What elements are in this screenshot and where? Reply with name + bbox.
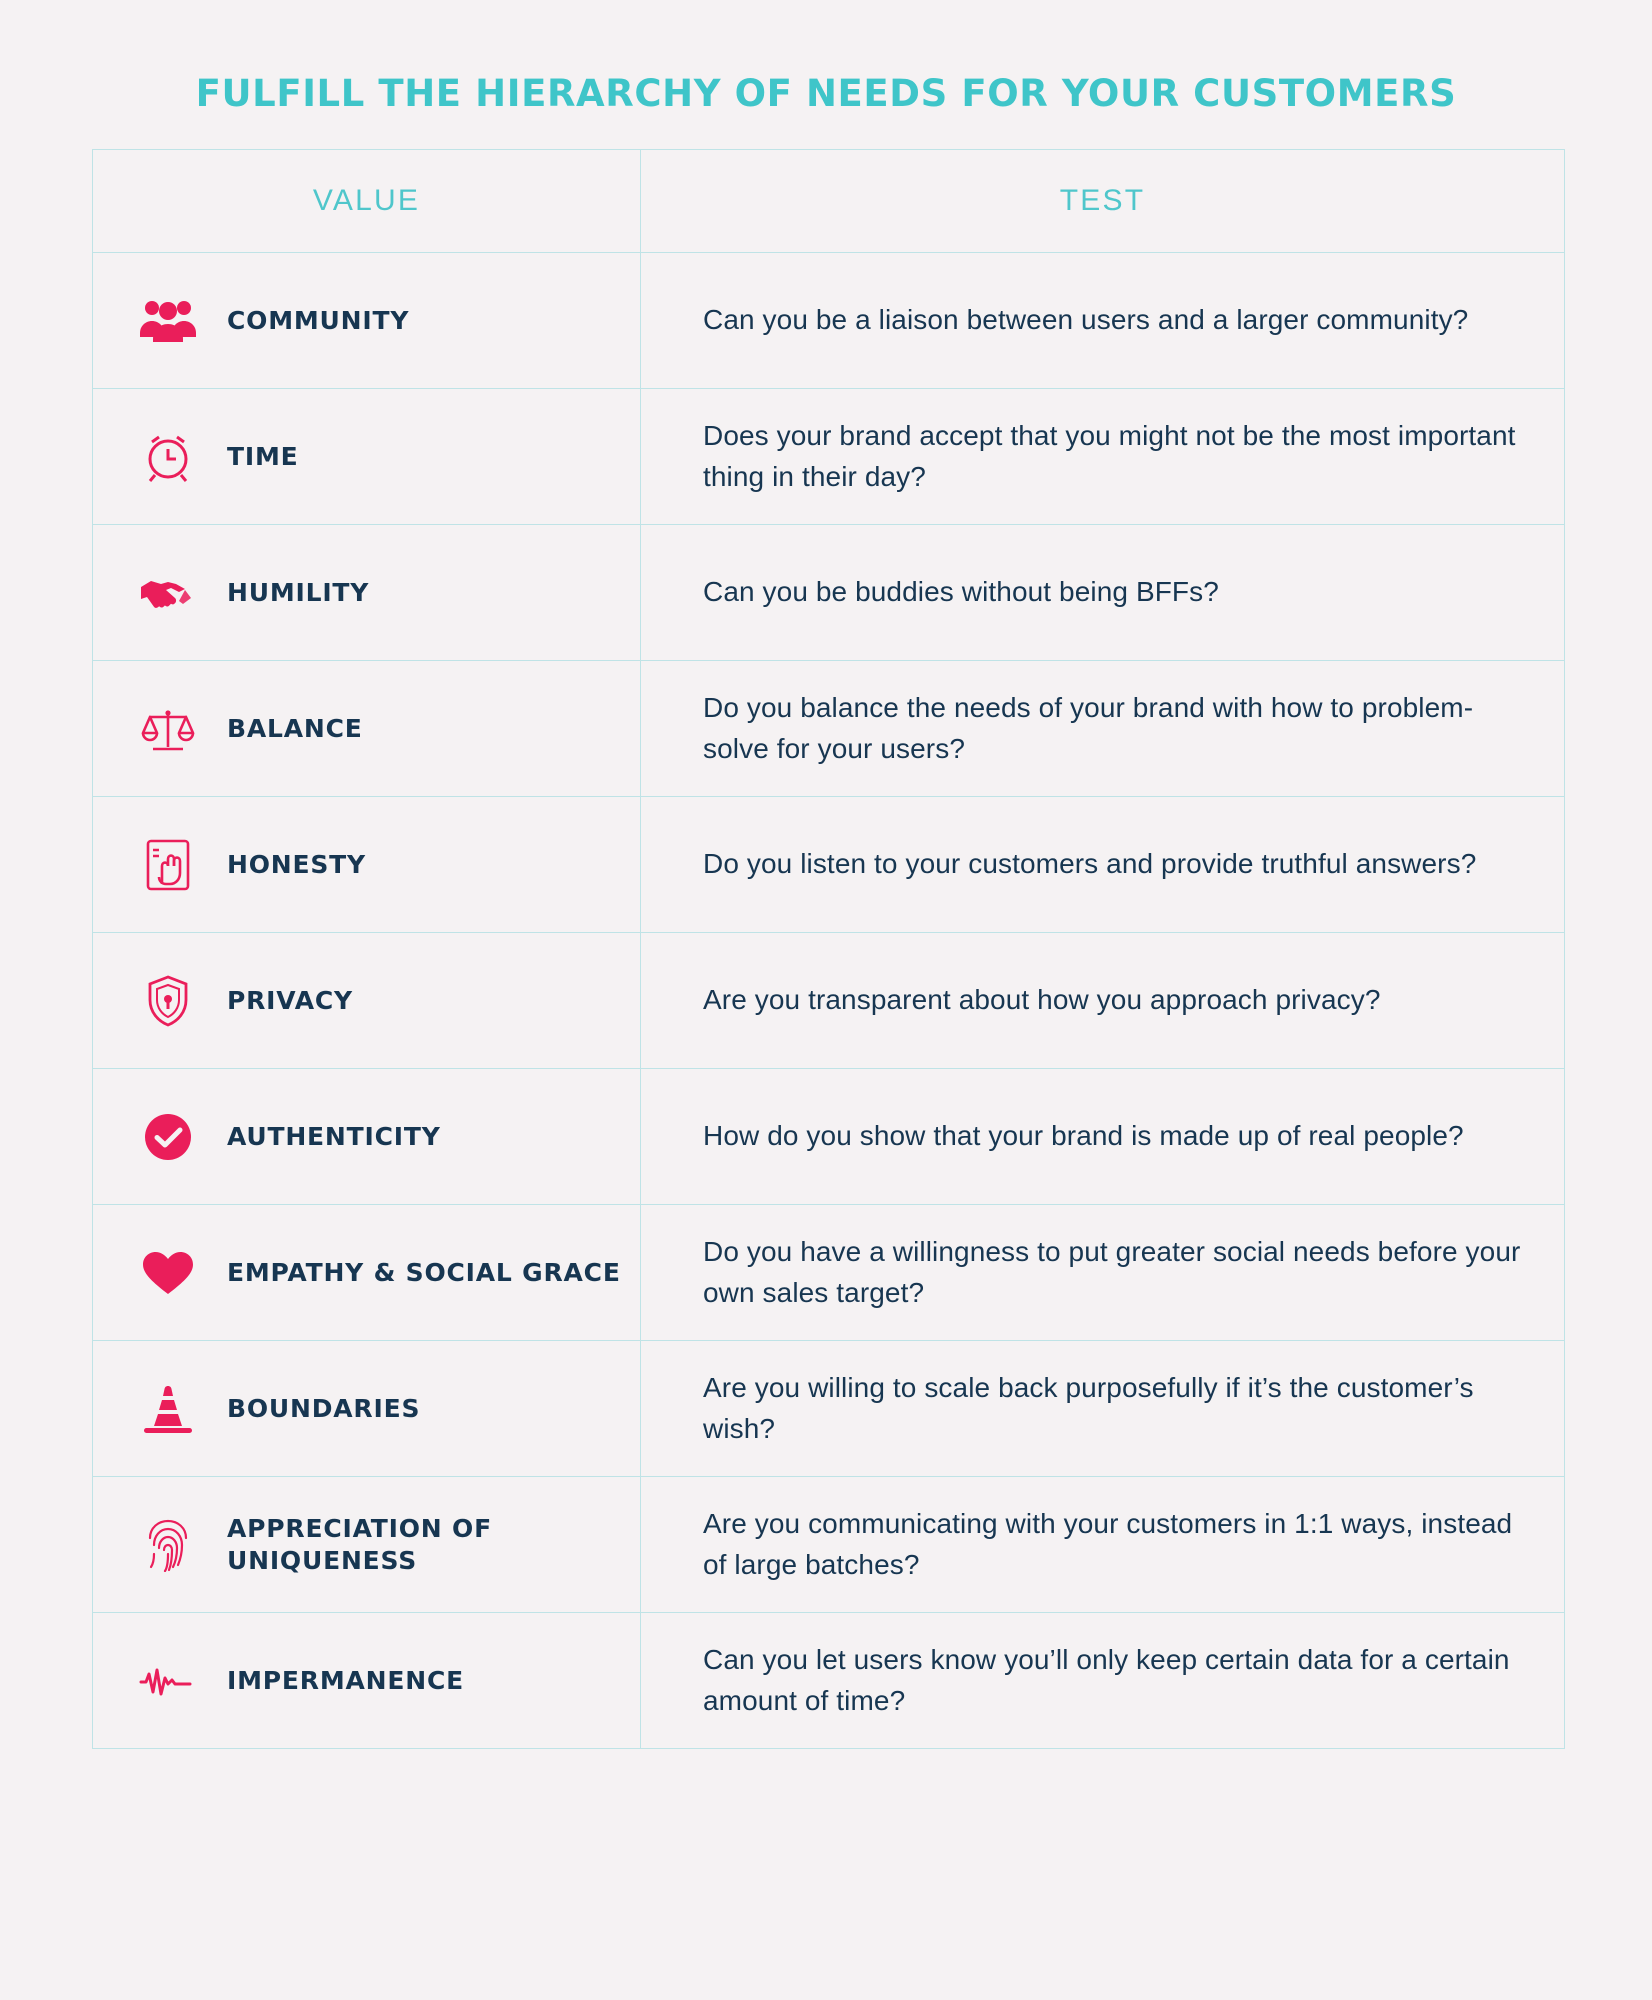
value-label: PRIVACY [227,985,353,1015]
handshake-icon [137,561,199,625]
value-cell [93,525,641,661]
value-label: APPRECIATION OF UNIQUENESS [227,1513,492,1575]
test-cell [641,1613,1565,1749]
test-text: Can you be a liaison between users and a larger community? [703,304,1469,336]
value-cell [93,1613,641,1749]
community-people-icon [137,289,199,353]
test-cell [641,1341,1565,1477]
page-title: FULFILL THE HIERARCHY OF NEEDS FOR YOUR CUSTOMERS [195,72,1457,115]
test-cell [641,525,1565,661]
heart-icon [137,1241,199,1305]
table-row [93,661,1565,797]
fingerprint-icon [137,1513,199,1577]
value-label: BALANCE [227,713,363,743]
alarm-clock-icon [137,425,199,489]
value-cell [93,1341,641,1477]
value-cell [93,389,641,525]
table-row [93,933,1565,1069]
value-label: HONESTY [227,849,366,879]
test-cell [641,389,1565,525]
test-cell [641,797,1565,933]
table-row [93,1613,1565,1749]
test-text: Do you have a willingness to put greater social needs before your own sales target? [703,1236,1521,1308]
test-cell [641,661,1565,797]
test-text: Does your brand accept that you might not be the most important thing in their day? [703,420,1516,492]
value-cell [93,1205,641,1341]
column-header-value: VALUE [93,150,641,253]
table-row [93,1341,1565,1477]
test-cell [641,1069,1565,1205]
value-label: HUMILITY [227,577,370,607]
value-label: BOUNDARIES [227,1393,421,1423]
check-circle-icon [137,1105,199,1169]
test-text: How do you show that your brand is made up of real people? [703,1120,1464,1152]
value-label: AUTHENTICITY [227,1121,441,1151]
value-cell [93,1477,641,1613]
table-row [93,1069,1565,1205]
shield-lock-icon [137,969,199,1033]
value-cell [93,797,641,933]
table-row [93,1205,1565,1341]
table-row [93,389,1565,525]
test-cell [641,1205,1565,1341]
hand-oath-icon [137,833,199,897]
test-text: Can you be buddies without being BFFs? [703,576,1219,608]
test-cell [641,1477,1565,1613]
test-text: Are you willing to scale back purposefully if it’s the customer’s wish? [703,1372,1474,1444]
value-label: COMMUNITY [227,305,410,335]
balance-scale-icon [137,697,199,761]
value-cell [93,253,641,389]
test-cell [641,933,1565,1069]
table-row [93,253,1565,389]
values-table [92,149,1565,1749]
test-text: Are you transparent about how you approach privacy? [703,984,1381,1016]
table-row [93,1477,1565,1613]
traffic-cone-icon [137,1377,199,1441]
test-text: Do you listen to your customers and provide truthful answers? [703,848,1477,880]
table-row [93,525,1565,661]
test-text: Do you balance the needs of your brand with how to problem-solve for your users? [703,692,1474,764]
value-label: IMPERMANENCE [227,1665,465,1695]
value-cell [93,933,641,1069]
value-cell [93,1069,641,1205]
value-cell [93,661,641,797]
test-cell [641,253,1565,389]
test-text: Can you let users know you’ll only keep certain data for a certain amount of time? [703,1644,1510,1716]
value-label: EMPATHY & SOCIAL GRACE [227,1257,621,1287]
table-row [93,797,1565,933]
value-label: TIME [227,441,299,471]
table-header-row [93,150,1565,253]
test-text: Are you communicating with your customers in 1:1 ways, instead of large batches? [703,1508,1513,1580]
column-header-test: TEST [641,150,1565,253]
heartbeat-wave-icon [137,1649,199,1713]
